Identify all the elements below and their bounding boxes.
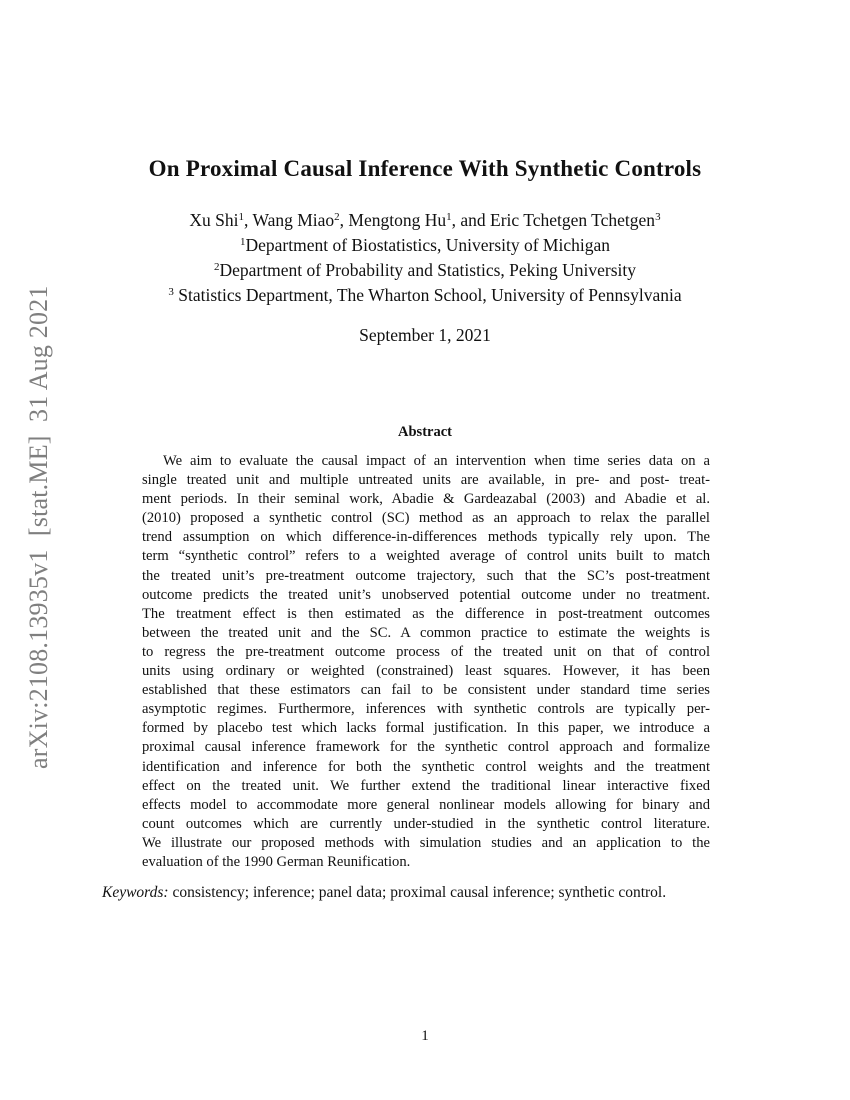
abstract-line: between the treated unit and the SC. A common practice to estimate the weights is [142, 624, 710, 641]
abstract-line: established that these estimators can fail to be consistent under standard time series [142, 682, 710, 699]
author-name: Mengtong Hu [348, 210, 447, 230]
affiliation-mark: 2 [213, 261, 220, 273]
author-name: Eric Tchetgen Tchetgen [490, 210, 656, 230]
abstract-line: asymptotic regimes. Furthermore, inferences with synthetic controls are typically per- [142, 701, 710, 718]
abstract-line: identification and inference for both the synthetic control weights and the treatment [142, 758, 710, 775]
author-affiliation-mark: 1 [446, 211, 452, 223]
keywords [102, 883, 747, 903]
abstract-line: to regress the pre-treatment outcome process of the treated unit on that of control [142, 643, 710, 660]
abstract-body [142, 452, 710, 872]
affiliation-mark: 1 [239, 236, 246, 248]
abstract-line: ment periods. In their seminal work, Abadie & Gardeazabal (2003) and Abadie et al. [142, 491, 710, 508]
arxiv-stamp: arXiv:2108.13935v1 [stat.ME] 31 Aug 2021 [24, 285, 53, 769]
keywords-text: consistency; inference; panel data; proximal causal inference; synthetic control. [168, 884, 667, 901]
paper-title: On Proximal Causal Inference With Synthetic Controls [148, 156, 702, 181]
abstract-line: effect on the treated unit. We further extend the traditional linear interactive fixed [142, 777, 710, 794]
paper-date: September 1, 2021 [359, 325, 491, 345]
author-separator: , [339, 210, 349, 230]
affiliation-text: Statistics Department, The Wharton School, University of Pennsylvania [173, 285, 682, 305]
abstract-line: term “synthetic control” refers to a weighted average of control units built to match [142, 548, 710, 565]
abstract-line: trend assumption on which difference-in-differences methods typically rely upon. The [142, 529, 710, 546]
affiliation-text: Department of Biostatistics, University of Michigan [245, 235, 611, 255]
author-name: Xu Shi [189, 210, 239, 230]
affiliation [0, 285, 850, 306]
abstract-heading: Abstract [398, 424, 452, 440]
affiliation-text: Department of Probability and Statistics, Peking University [219, 260, 637, 280]
author-affiliation-mark: 3 [655, 211, 661, 223]
abstract-line: formed by placebo test which lacks formal justification. In this paper, we introduce a [142, 720, 710, 737]
affiliation [0, 235, 850, 256]
abstract-line: outcome predicts the treated unit’s unobserved potential outcome under no treatment. [142, 586, 710, 603]
keywords-label: Keywords: [102, 884, 169, 901]
abstract-line: We illustrate our proposed methods with simulation studies and an application to the [142, 834, 710, 851]
abstract-line: evaluation of the 1990 German Reunification. [142, 853, 411, 870]
abstract-line: We aim to evaluate the causal impact of an intervention when time series data on a [163, 453, 710, 469]
abstract-line: the treated unit’s pre-treatment outcome trajectory, such that the SC’s post-treatment [142, 567, 710, 584]
author-separator: , [244, 210, 253, 230]
abstract-line: proximal causal inference framework for the synthetic control approach and formalize [142, 739, 710, 756]
abstract-line: count outcomes which are currently under-studied in the synthetic control literature. [142, 815, 710, 832]
author-list [0, 210, 850, 231]
abstract-line: units using ordinary or weighted (constrained) least squares. However, it has been [142, 663, 710, 680]
author-name: Wang Miao [252, 210, 335, 230]
abstract-line: (2010) proposed a synthetic control (SC) method as an approach to relax the parallel [142, 510, 710, 527]
abstract-line: The treatment effect is then estimated as the difference in post-treatment outcomes [142, 605, 710, 622]
affiliation [0, 260, 850, 281]
abstract-line: single treated unit and multiple untreated units are available, in pre- and post- treat- [142, 472, 710, 489]
author-affiliation-mark: 2 [334, 211, 340, 223]
page-number: 1 [421, 1028, 429, 1044]
abstract-line: effects model to accommodate more general nonlinear models allowing for binary and [142, 796, 710, 813]
affiliation-mark: 3 [168, 286, 174, 298]
author-separator: , and [451, 210, 491, 230]
author-affiliation-mark: 1 [238, 211, 245, 223]
